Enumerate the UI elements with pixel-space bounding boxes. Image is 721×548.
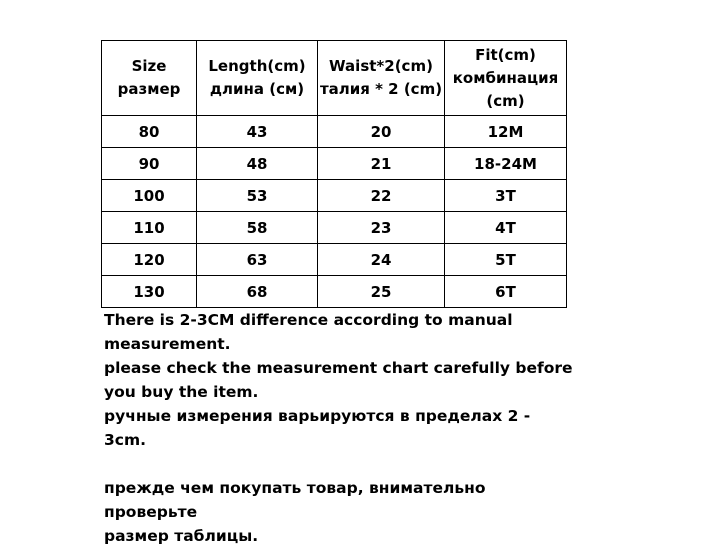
cell-length: 68 (197, 276, 318, 308)
header-fit (445, 41, 567, 116)
cell-waist: 23 (318, 212, 445, 244)
cell-size: 110 (102, 212, 197, 244)
header-fit-en: Fit(cm) (475, 45, 536, 64)
header-fit-ru: комбинация (452, 68, 559, 87)
note-ru-check-line-1: прежде чем покупать товар, внимательно проверьте (104, 479, 486, 521)
cell-size: 100 (102, 180, 197, 212)
cell-waist: 22 (318, 180, 445, 212)
note-check-line-1: please check the measurement chart carefully before (104, 359, 573, 377)
note-spacer (104, 452, 574, 476)
header-size-ru: размер (117, 80, 181, 98)
header-length-ru: длина (см) (209, 80, 305, 98)
cell-length: 58 (197, 212, 318, 244)
cell-waist: 21 (318, 148, 445, 180)
header-size-en: Size (131, 57, 167, 75)
cell-length: 53 (197, 180, 318, 212)
header-length (197, 41, 318, 116)
header-length-en: Length(cm) (208, 57, 306, 75)
header-waist-ru: талия * 2 (cm) (319, 80, 443, 98)
cell-size: 130 (102, 276, 197, 308)
cell-fit: 18-24M (445, 148, 567, 180)
cell-length: 48 (197, 148, 318, 180)
cell-length: 63 (197, 244, 318, 276)
cell-size: 80 (102, 116, 197, 148)
header-waist-en: Waist*2(cm) (329, 57, 433, 75)
note-ru-check-line-2: размер таблицы. (104, 527, 259, 545)
note-ru-variation: ручные измерения варьируются в пределах 2 - 3cm. (104, 407, 531, 449)
table-row (102, 212, 567, 244)
table-row (102, 180, 567, 212)
cell-size: 90 (102, 148, 197, 180)
size-chart-table (101, 40, 567, 308)
note-check-line-2: you buy the item. (104, 383, 259, 401)
cell-waist: 20 (318, 116, 445, 148)
cell-fit: 6T (445, 276, 567, 308)
table-row (102, 148, 567, 180)
table-header-row (102, 41, 567, 116)
table-row (102, 244, 567, 276)
cell-fit: 5T (445, 244, 567, 276)
cell-length: 43 (197, 116, 318, 148)
measurement-notes (104, 308, 574, 548)
cell-size: 120 (102, 244, 197, 276)
note-difference-line-2: measurement. (104, 335, 231, 353)
header-waist (318, 41, 445, 116)
header-fit-unit: (cm) (486, 91, 525, 110)
table-row (102, 116, 567, 148)
note-difference-line-1: There is 2-3CM difference according to manual (104, 311, 513, 329)
cell-fit: 3T (445, 180, 567, 212)
cell-fit: 12M (445, 116, 567, 148)
cell-waist: 25 (318, 276, 445, 308)
table-row (102, 276, 567, 308)
header-size (102, 41, 197, 116)
cell-fit: 4T (445, 212, 567, 244)
cell-waist: 24 (318, 244, 445, 276)
